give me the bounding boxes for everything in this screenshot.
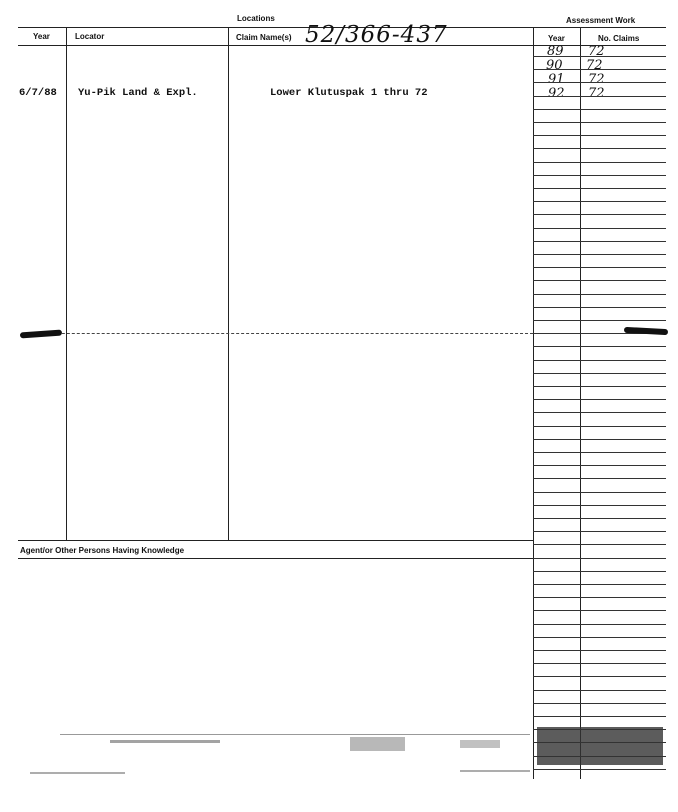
scan-noise — [110, 740, 220, 743]
assessment-ruled-line — [533, 452, 666, 453]
scan-noise — [537, 727, 663, 765]
assessment-ruled-line — [533, 175, 666, 176]
assessment-ruled-line — [533, 716, 666, 717]
left-marker-stroke — [20, 330, 62, 339]
assessment-ruled-line — [533, 571, 666, 572]
assessment-ruled-line — [533, 690, 666, 691]
assessment-ruled-line — [533, 624, 666, 625]
assessment-ruled-line — [533, 56, 666, 57]
assessment-ruled-line — [533, 254, 666, 255]
agent-section-top-line — [18, 540, 533, 541]
locations-header: Locations — [237, 14, 275, 23]
agent-section-bottom-line — [18, 558, 533, 559]
assessment-left-divider — [533, 27, 534, 779]
assessment-row-year: 90 — [546, 58, 563, 73]
assessment-ruled-line — [533, 188, 666, 189]
assessment-ruled-line — [533, 412, 666, 413]
assessment-ruled-line — [533, 663, 666, 664]
assessment-ruled-line — [533, 650, 666, 651]
scan-noise — [60, 734, 530, 735]
entry-locator: Yu-Pik Land & Expl. — [78, 87, 198, 99]
assessment-ruled-line — [533, 96, 666, 97]
assessment-row-year: 92 — [548, 86, 565, 101]
assessment-ruled-line — [533, 307, 666, 308]
scan-noise — [460, 770, 530, 772]
assessment-ruled-line — [533, 531, 666, 532]
assessment-ruled-line — [533, 465, 666, 466]
assessment-row-claims: 72 — [586, 58, 603, 73]
assessment-ruled-line — [533, 135, 666, 136]
assessment-ruled-line — [533, 637, 666, 638]
assessment-ruled-line — [533, 148, 666, 149]
assessment-ruled-line — [533, 122, 666, 123]
assessment-ruled-line — [533, 597, 666, 598]
year-column-header: Year — [33, 32, 50, 41]
assessment-row-year: 89 — [547, 44, 564, 59]
assessment-ruled-line — [533, 386, 666, 387]
assessment-ruled-line — [533, 294, 666, 295]
claim-number-handwritten: 52/366-437 — [305, 22, 448, 48]
assessment-ruled-line — [533, 280, 666, 281]
assessment-ruled-line — [533, 109, 666, 110]
assessment-work-header: Assessment Work — [566, 16, 636, 25]
assessment-claims-column-header: No. Claims — [598, 34, 640, 43]
assessment-row-claims: 72 — [588, 86, 605, 101]
agent-section-header: Agent/or Other Persons Having Knowledge — [20, 546, 185, 555]
assessment-ruled-line — [533, 228, 666, 229]
assessment-ruled-line — [533, 676, 666, 677]
assessment-year-column-header: Year — [548, 34, 565, 43]
assessment-ruled-line — [533, 241, 666, 242]
assessment-ruled-line — [533, 82, 666, 83]
assessment-ruled-line — [533, 214, 666, 215]
entry-claim-names: Lower Klutuspak 1 thru 72 — [270, 87, 428, 99]
assessment-ruled-line — [533, 584, 666, 585]
year-column-divider — [66, 27, 67, 540]
assessment-ruled-line — [533, 346, 666, 347]
claim-names-column-header: Claim Name(s) — [236, 33, 292, 42]
assessment-ruled-line — [533, 544, 666, 545]
assessment-ruled-line — [533, 492, 666, 493]
assessment-ruled-line — [533, 505, 666, 506]
assessment-ruled-line — [533, 610, 666, 611]
assessment-ruled-line — [533, 769, 666, 770]
assessment-ruled-line — [533, 162, 666, 163]
scan-noise — [460, 740, 500, 748]
assessment-ruled-line — [533, 703, 666, 704]
assessment-ruled-line — [533, 320, 666, 321]
scan-noise — [350, 737, 405, 751]
assessment-ruled-line — [533, 439, 666, 440]
assessment-row-claims: 72 — [588, 44, 605, 59]
assessment-ruled-line — [533, 373, 666, 374]
assessment-ruled-line — [533, 426, 666, 427]
assessment-row-claims: 72 — [588, 72, 605, 87]
scan-noise — [30, 772, 125, 774]
assessment-ruled-line — [533, 69, 666, 70]
assessment-ruled-line — [533, 399, 666, 400]
assessment-middle-divider — [580, 27, 581, 779]
locator-column-divider — [228, 27, 229, 540]
entry-year: 6/7/88 — [19, 87, 57, 99]
locator-column-header: Locator — [75, 32, 105, 41]
assessment-row-year: 91 — [548, 72, 565, 87]
assessment-ruled-line — [533, 518, 666, 519]
middle-dashed-divider — [22, 333, 533, 334]
assessment-ruled-line — [533, 360, 666, 361]
assessment-ruled-line — [533, 267, 666, 268]
assessment-ruled-line — [533, 201, 666, 202]
assessment-ruled-line — [533, 558, 666, 559]
assessment-ruled-line — [533, 478, 666, 479]
